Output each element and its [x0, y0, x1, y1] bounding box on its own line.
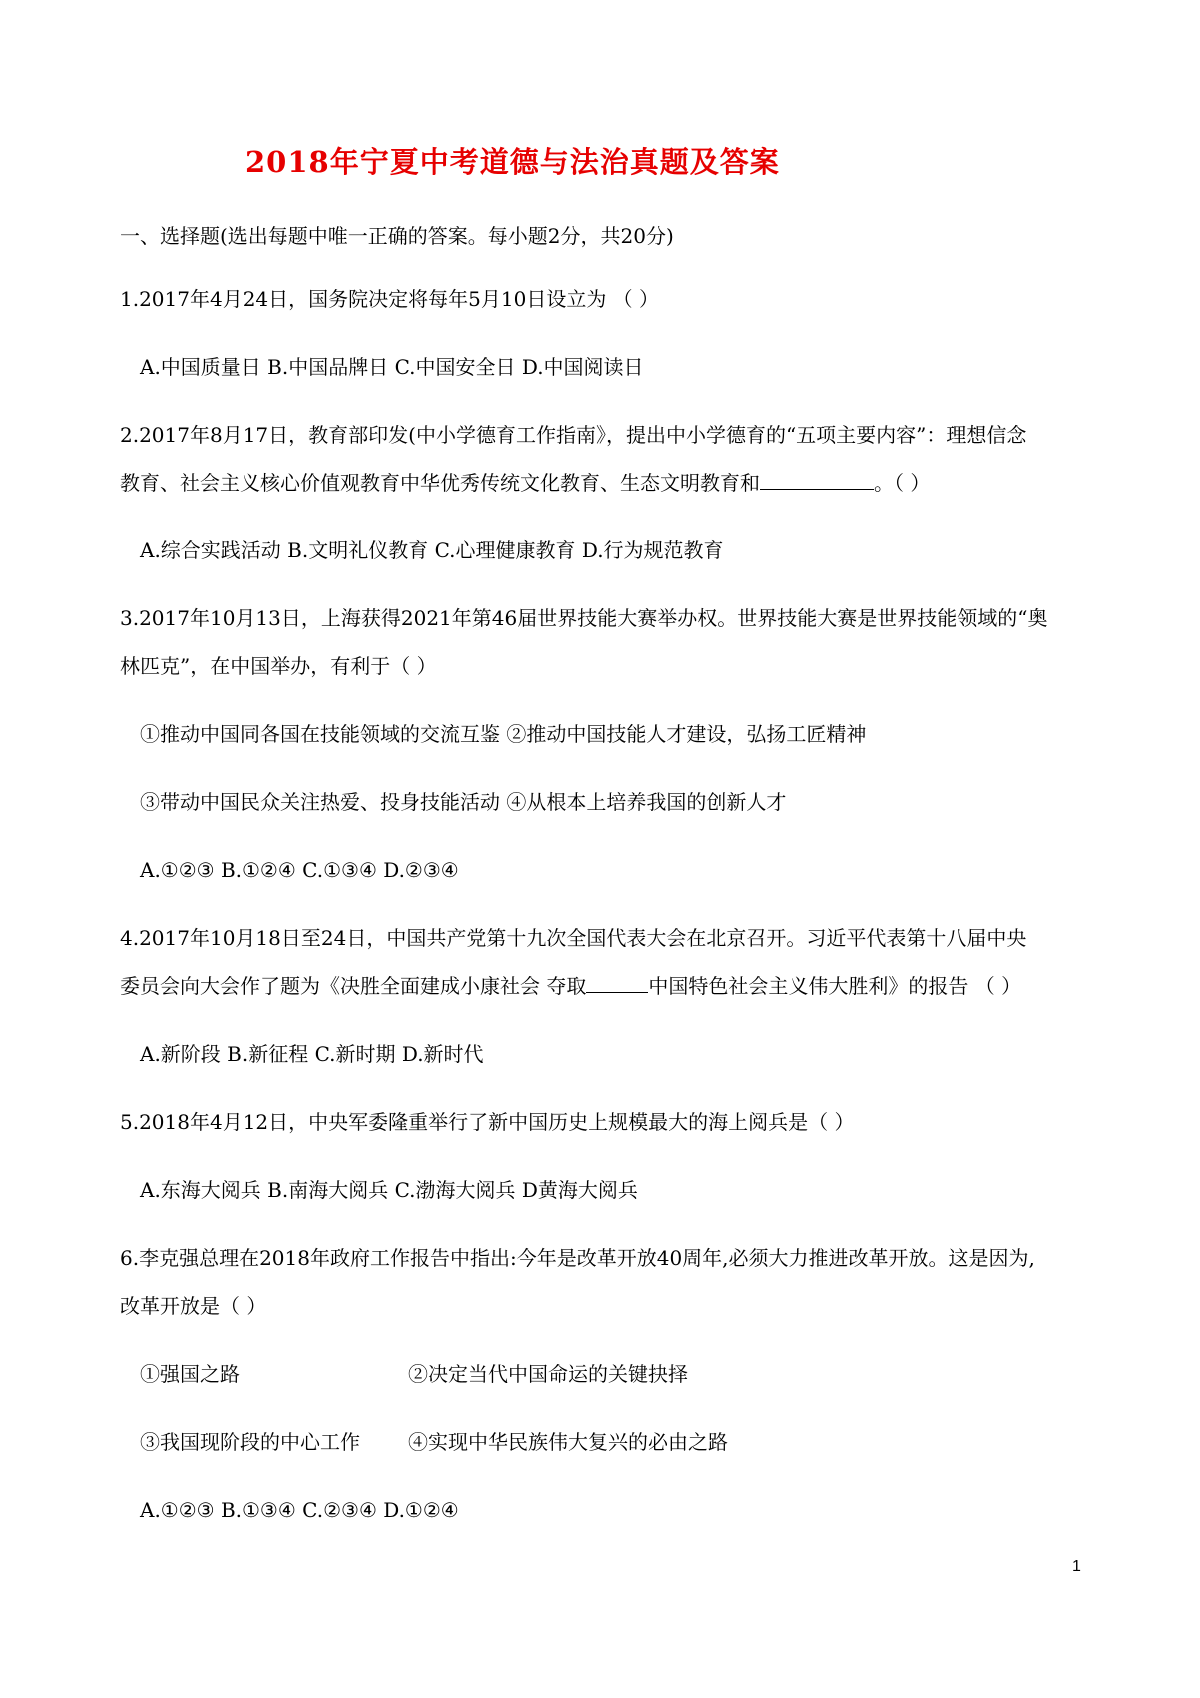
- question-2-stem-line-1: 2.2017年8月17日，教育部印发(中小学德育工作指南》，提出中小学德育的“五项主要内容”：理想信念: [120, 423, 1027, 447]
- question-4-stem-line-2: [120, 972, 1021, 1000]
- question-6-stem-line-1: 6.李克强总理在2018年政府工作报告中指出:今年是改革开放40周年,必须大力推进改革开放。这是因为,: [120, 1246, 1035, 1270]
- question-6-statement-2: ②决定当代中国命运的关键抉择: [408, 1362, 688, 1386]
- question-1-stem: 1.2017年4月24日，国务院决定将每年5月10日设立为 （ ）: [120, 287, 660, 311]
- question-4-options: A.新阶段 B.新征程 C.新时期 D.新时代: [140, 1042, 484, 1066]
- question-2-stem-line-2: [120, 469, 930, 497]
- question-2-stem-text: 教育、社会主义核心价值观教育中华优秀传统文化教育、生态文明教育和: [120, 471, 760, 495]
- question-3-statement-1: ①推动中国同各国在技能领域的交流互鉴 ②推动中国技能人才建设，弘扬工匠精神: [140, 722, 867, 746]
- question-3-options: A.①②③ B.①②④ C.①③④ D.②③④: [140, 858, 459, 882]
- question-3-stem-line-2: 林匹克”，在中国举办，有利于（ ）: [120, 654, 437, 678]
- section-heading: 一、选择题(选出每题中唯一正确的答案。每小题2分，共20分): [120, 224, 674, 248]
- question-3-statement-2: ③带动中国民众关注热爱、投身技能活动 ④从根本上培养我国的创新人才: [140, 790, 787, 814]
- question-4-stem-text: 委员会向大会作了题为《决胜全面建成小康社会 夺取: [120, 974, 587, 998]
- question-4-stem-line-1: 4.2017年10月18日至24日，中国共产党第十九次全国代表大会在北京召开。习近平代表第十八届中央: [120, 926, 1027, 950]
- question-5-stem: 5.2018年4月12日，中央军委隆重举行了新中国历史上规模最大的海上阅兵是（ ）: [120, 1110, 855, 1134]
- question-3-stem-line-1: 3.2017年10月13日，上海获得2021年第46届世界技能大赛举办权。世界技能大赛是世界技能领域的“奥: [120, 606, 1048, 630]
- question-6-statement-1: ①强国之路: [140, 1362, 240, 1386]
- question-6-options: A.①②③ B.①③④ C.②③④ D.①②④: [140, 1498, 459, 1522]
- question-1-options: A.中国质量日 B.中国品牌日 C.中国安全日 D.中国阅读日: [140, 355, 644, 379]
- answer-blank: [586, 972, 648, 993]
- question-5-options: A.东海大阅兵 B.南海大阅兵 C.渤海大阅兵 D黄海大阅兵: [140, 1178, 638, 1202]
- question-2-options: A.综合实践活动 B.文明礼仪教育 C.心理健康教育 D.行为规范教育: [140, 538, 724, 562]
- question-6-statement-4: ④实现中华民族伟大复兴的必由之路: [408, 1430, 728, 1454]
- document-title: 2018年宁夏中考道德与法治真题及答案: [245, 145, 780, 179]
- page-number: 1: [1072, 1558, 1081, 1575]
- question-2-stem-tail: 。（ ）: [874, 471, 931, 495]
- answer-blank: [760, 469, 874, 490]
- question-6-stem-line-2: 改革开放是（ ）: [120, 1294, 267, 1318]
- question-6-statement-3: ③我国现阶段的中心工作: [140, 1430, 360, 1454]
- question-4-stem-tail: 中国特色社会主义伟大胜利》的报告 （ ）: [648, 974, 1022, 998]
